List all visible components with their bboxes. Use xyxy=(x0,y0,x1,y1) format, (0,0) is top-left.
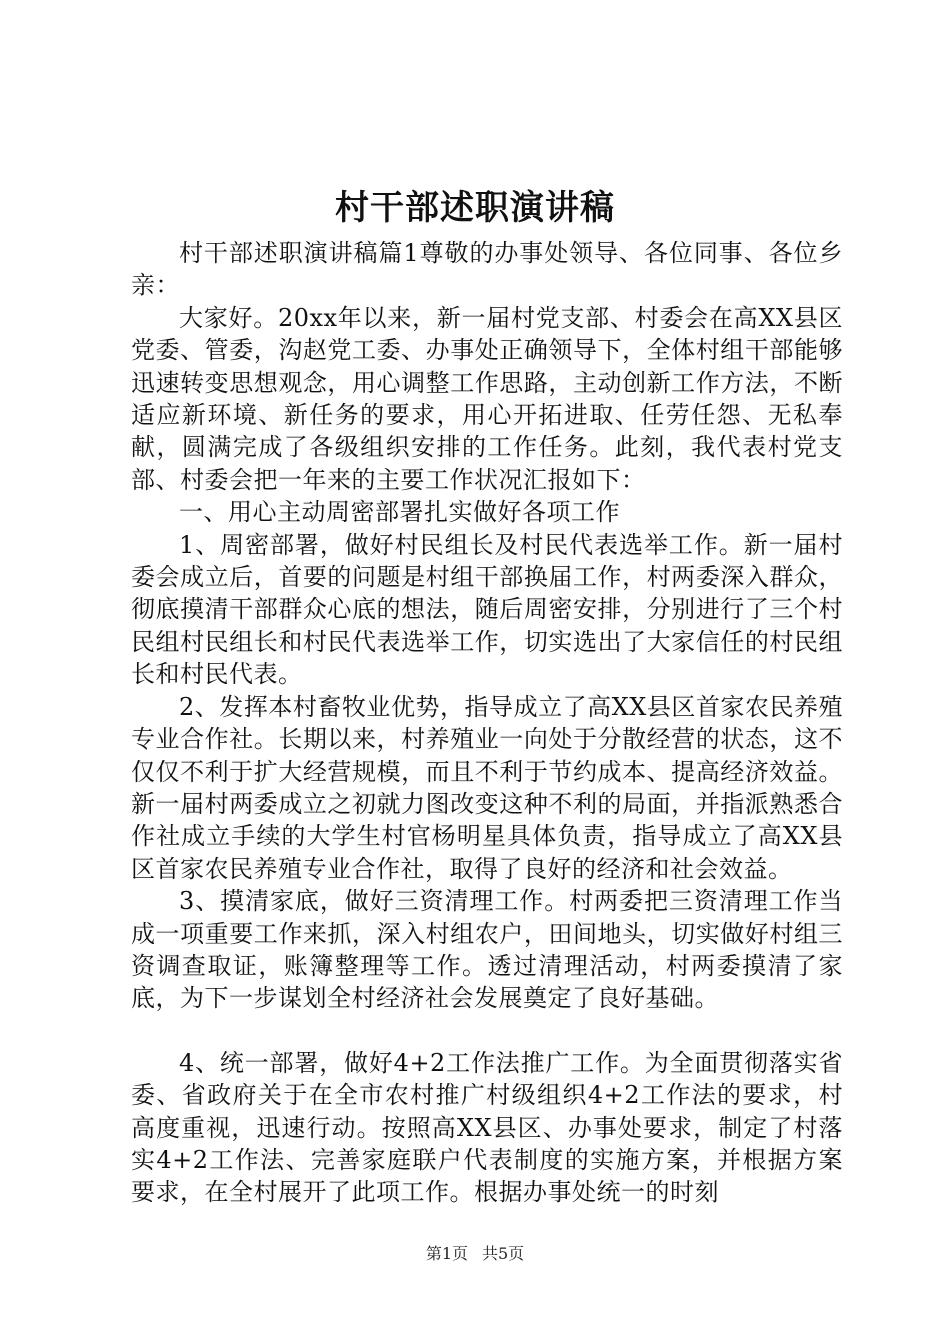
paragraph-item-3: 3、摸清家底，做好三资清理工作。村两委把三资清理工作当成一项重要工作来抓，深入村组农户，田间地头，切实做好村组三资调查取证，账簿整理等工作。透过清理活动，村两委摸清了家底，为下一步谋划全村经济社会发展奠定了良好基础。 xyxy=(131,887,843,1013)
paragraph-item-1: 1、周密部署，做好村民组长及村民代表选举工作。新一届村委会成立后，首要的问题是村组干部换届工作，村两委深入群众，彻底摸清干部群众心底的想法，随后周密安排，分别进行了三个村民组村民组长和村民代表选举工作，切实选出了大家信任的村民组长和村民代表。 xyxy=(131,530,843,689)
page-total: 共5页 xyxy=(482,1244,525,1263)
paragraph-intro: 大家好。20xx年以来，新一届村党支部、村委会在高XX县区党委、管委，沟赵党工委、办事处正确领导下，全体村组干部能够迅速转变思想观念，用心调整工作思路，主动创新工作方法，不断适应新环境、新任务的要求，用心开拓进取、任劳任怨、无私奉献，圆满完成了各级组织安排的工作任务。此刻，我代表村党支部、村委会把一年来的主要工作状况汇报如下： xyxy=(131,303,843,494)
paragraph-greeting: 村干部述职演讲稿篇1尊敬的办事处领导、各位同事、各位乡亲： xyxy=(131,239,843,300)
paragraph-item-2: 2、发挥本村畜牧业优势，指导成立了高XX县区首家农民养殖专业合作社。长期以来，村养殖业一向处于分散经营的状态，这不仅仅不利于扩大经营规模，而且不利于节约成本、提高经济效益。新一届村两委成立之初就力图改变这种不利的局面，并指派熟悉合作社成立手续的大学生村官杨明星具体负责，指导成立了高XX县区首家农民养殖专业合作社，取得了良好的经济和社会效益。 xyxy=(131,692,843,883)
document-title: 村干部述职演讲稿 xyxy=(335,188,615,228)
page-number: 第1页 xyxy=(425,1244,468,1263)
document-body xyxy=(131,237,843,1209)
paragraph-section-heading: 一、用心主动周密部署扎实做好各项工作 xyxy=(179,498,620,527)
paragraph-item-4: 4、统一部署，做好4+2工作法推广工作。为全面贯彻落实省委、省政府关于在全市农村推广村级组织4+2工作法的要求，村高度重视，迅速行动。按照高XX县区、办事处要求，制定了村落实4+2工作法、完善家庭联户代表制度的实施方案，并根据方案要求，在全村展开了此项工作。根据办事处统一的时刻 xyxy=(131,1048,843,1207)
page-footer xyxy=(0,1244,950,1264)
